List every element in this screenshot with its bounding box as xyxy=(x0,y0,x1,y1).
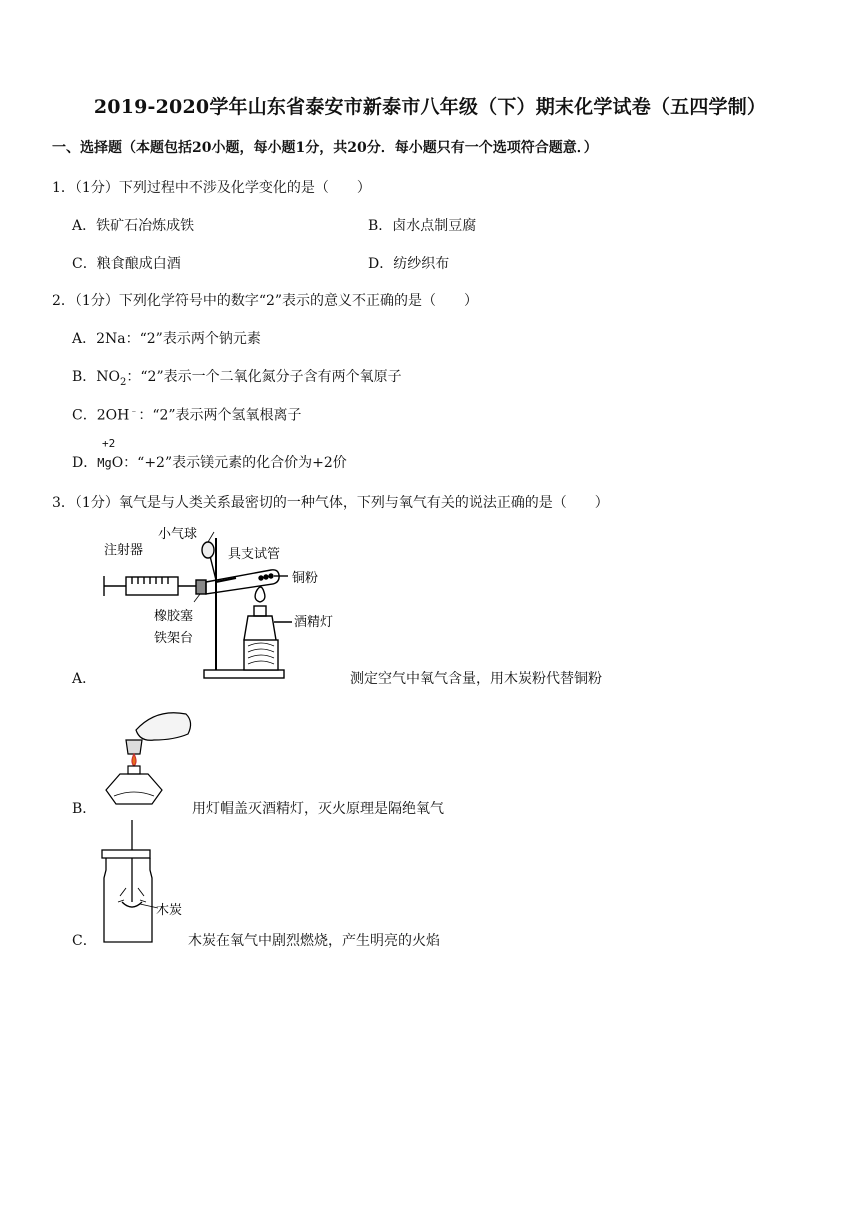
lamp-cap xyxy=(126,740,142,754)
q1-option-b: B．卤水点制豆腐 xyxy=(368,218,477,234)
small-balloon xyxy=(202,542,214,558)
bottle-cap xyxy=(102,850,150,858)
spoon xyxy=(122,902,142,907)
charcoal-figure xyxy=(96,820,206,946)
q1-option-a: A．铁矿石冶炼成铁 xyxy=(72,218,195,234)
hand xyxy=(136,713,191,741)
q3-option-b-letter: B． xyxy=(72,801,97,817)
syringe-barrel xyxy=(126,577,178,595)
q3-option-a-letter: A． xyxy=(72,671,97,687)
q2-option-d-pre: D． xyxy=(72,455,98,471)
label-syringe: 注射器 xyxy=(104,543,144,558)
flame xyxy=(132,754,136,766)
label-alcohol-lamp: 酒精灯 xyxy=(294,615,334,630)
q2-option-b xyxy=(72,366,402,388)
label-charcoal: 木炭 xyxy=(156,903,183,918)
q2-option-d xyxy=(72,452,347,472)
q3-option-c-text: 木炭在氧气中剧烈燃烧，产生明亮的火焰 xyxy=(188,933,440,949)
lamp-cap-figure xyxy=(96,700,196,818)
label-copper-powder: 铜粉 xyxy=(292,571,319,586)
label-rubber-stopper: 橡胶塞 xyxy=(154,609,194,624)
label-side-arm-tube: 具支试管 xyxy=(228,547,281,562)
q2-option-b-subscript: 2 xyxy=(120,376,127,388)
q1-option-d: D．纺纱织布 xyxy=(368,256,450,272)
gas-bottle xyxy=(104,858,152,942)
q3-option-a-text: 测定空气中氧气含量，用木炭粉代替铜粉 xyxy=(350,671,602,687)
q1-stem: 1．（1分）下列过程中不涉及化学变化的是（ ） xyxy=(52,180,371,196)
q2-option-c-superscript: ﹣ xyxy=(129,407,139,417)
q2-option-c-pre: C．2OH xyxy=(72,407,130,424)
q2-option-b-pre: B．NO xyxy=(72,369,121,385)
q2-option-d-valence: +2 xyxy=(102,437,116,450)
section-heading: 一、选择题（本题包括20小题，每小题1分，共20分．每小题只有一个选项符合题意．） xyxy=(52,140,598,156)
q3-stem: 3．（1分）氧气是与人类关系最密切的一种气体，下列与氧气有关的说法正确的是（ ） xyxy=(52,495,609,511)
q2-option-a: A．2Na：“2”表示两个钠元素 xyxy=(72,331,261,347)
page-title: 2019-2020学年山东省泰安市新泰市八年级（下）期末化学试卷（五四学制） xyxy=(93,96,767,118)
label-iron-stand: 铁架台 xyxy=(154,631,194,646)
q3-option-b-text: 用灯帽盖灭酒精灯，灭火原理是隔绝氧气 xyxy=(192,801,444,817)
q2-option-d-element: Mg xyxy=(97,456,112,470)
q2-option-c-post: ：“2”表示两个氢氧根离子 xyxy=(138,407,302,424)
label-balloon: 小气球 xyxy=(158,527,198,542)
q2-option-d-post: O：“+2”表示镁元素的化合价为+2价 xyxy=(111,455,347,471)
q2-option-b-post: ：“2”表示一个二氧化氮分子含有两个氧原子 xyxy=(126,369,402,385)
q1-option-c: C．粮食酿成白酒 xyxy=(72,256,181,272)
apparatus-figure xyxy=(96,520,346,690)
q2-option-c xyxy=(72,404,302,425)
flame xyxy=(255,587,265,602)
rubber-stopper xyxy=(196,580,206,594)
q3-option-c-letter: C． xyxy=(72,933,97,949)
alcohol-lamp xyxy=(106,774,162,804)
iron-stand-base xyxy=(204,670,284,678)
q2-stem: 2．（1分）下列化学符号中的数字“2”表示的意义不正确的是（ ） xyxy=(52,293,479,309)
